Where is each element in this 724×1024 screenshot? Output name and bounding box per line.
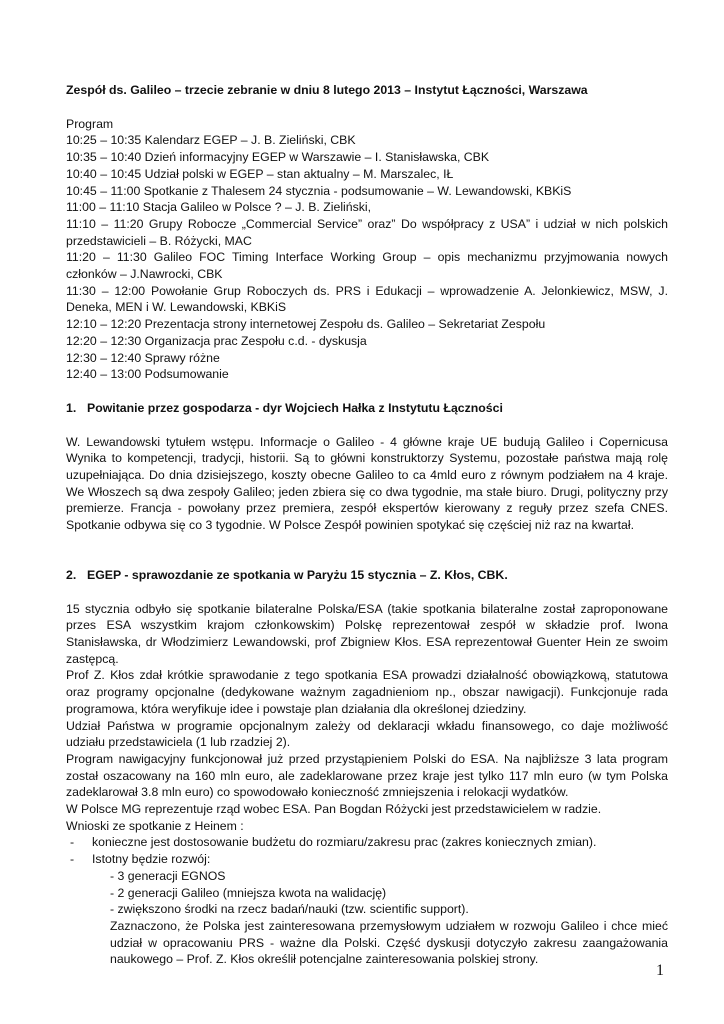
- program-item: 11:30 – 12:00 Powołanie Grup Roboczych ds. PRS i Edukacji – wprowadzenie A. Jelonkiewicz, MSW, J. Deneka, MEN i W. Lewandowski, KBKiS: [66, 283, 668, 315]
- program-item: 12:30 – 12:40 Sprawy różne: [66, 350, 220, 365]
- paragraph: 15 stycznia odbyło się spotkanie bilateralne Polska/ESA (takie spotkania bilateralne został zaproponowane przes ESA wszystkim krajom członkowskim) Polskę reprezentował zespół w składzie prof. Iwona Stanisławska, dr Włodzimierz Lewandowski, prof Zbigniew Kłos. ESA reprezentował Guenter Hein ze swoim zastępcą.: [66, 601, 668, 666]
- program-item: 11:10 – 11:20 Grupy Robocze „Commercial Service” oraz” Do współpracy z USA” i udział w nich polskich przedstawicieli – B. Różycki, MAC: [66, 216, 668, 248]
- bullet-item: [66, 834, 668, 851]
- bullet-dash: -: [70, 835, 75, 850]
- section-heading-text: EGEP - sprawozdanie ze spotkania w Paryżu 15 stycznia – Z. Kłos, CBK.: [87, 567, 508, 582]
- section-2: [66, 567, 668, 968]
- program-item: 12:20 – 12:30 Organizacja prac Zespołu c.d. - dyskusja: [66, 333, 367, 348]
- bullet-item: [66, 851, 668, 868]
- section-heading-text: Powitanie przez gospodarza - dyr Wojciech Hałka z Instytutu Łączności: [87, 400, 503, 415]
- paragraph: Program nawigacyjny funkcjonował już przed przystąpieniem Polski do ESA. Na najbliższe 3 lata program został oszacowany na 160 mln euro, ale zadeklarowane przez kraje jest tylko 117 mln euro (w tym Polska zadeklarował 3.8 mln euro) co spowodowało konieczność zmniejszenia i relokacji wydatków.: [66, 751, 668, 800]
- sub-item: - 2 generacji Galileo (mniejsza kwota na walidację): [110, 885, 387, 900]
- bullet-text: Istotny będzie rozwój:: [92, 852, 211, 867]
- program-item: 10:45 – 11:00 Spotkanie z Thalesem 24 stycznia - podsumowanie – W. Lewandowski, KBKiS: [66, 183, 572, 198]
- program-item: 11:00 – 11:10 Stacja Galileo w Polsce ? – J. B. Zieliński,: [66, 200, 372, 215]
- section-number: 2.: [66, 567, 77, 582]
- program-item: 10:25 – 10:35 Kalendarz EGEP – J. B. Zieliński, CBK: [66, 133, 356, 148]
- section-2-heading: [66, 567, 668, 584]
- page-number: 1: [656, 962, 664, 979]
- document-page: [66, 82, 668, 968]
- paragraph: Prof Z. Kłos zdał krótkie sprawodanie z tego spotkania ESA prowadzi działalność obowiązkową, statutowa oraz programy opcjonalne (dedykowane ważnym zagadnieniom np., obszar nawigacji). Funkcjonuje rada programowa, która weryfikuje idee i powstaje plan działania dla określonej dziedziny.: [66, 668, 668, 716]
- section-number: 1.: [66, 400, 77, 415]
- closing-paragraph: Zaznaczono, że Polska jest zainteresowana przemysłowym udziałem w rozwoju Galileo i chce mieć udział w opracowaniu PRS - ważne dla Polski. Część dyskusji dotyczyło zakresu zaangażowania naukowego – Prof. Z. Kłos określił potencjalne zainteresowania polskiej strony.: [110, 918, 668, 967]
- program-section: [66, 116, 668, 383]
- sub-item: - zwiększono środki na rzecz badań/nauki (tzw. scientific support).: [110, 902, 469, 917]
- program-item: 10:40 – 10:45 Udział polski w EGEP – stan aktualny – M. Marszalec, IŁ: [66, 166, 454, 181]
- section-1-heading: [66, 400, 668, 417]
- bullet-text: konieczne jest dostosowanie budżetu do rozmiaru/zakresu prac (zakres koniecznych zmian).: [92, 835, 597, 850]
- section-1-paragraph: W. Lewandowski tytułem wstępu. Informacje o Galileo - 4 główne kraje UE budują Galileo i Copernicusa Wynika to kompetencji, tradycji, historii. Są to główni konstruktorzy Systemu, pozostałe państwa mają rolę uzupełniająca. Do dnia dzisiejszego, koszty obecne Galileo to ca 4mld euro z równym podziałem na 4 kraje. We Włoszech są dwa zespoły Galileo; jeden zbiera się co dwa tygodnie, ma stałe biuro. Drugi, polityczny przy premierze. Francja - powołany przez premiera, zespół ekspertów kierowany z reguły przez szefa CNES. Spotkanie odbywa się co 3 tygodnie. W Polsce Zespół powinien spotykać się częściej niż raz na kwartał.: [66, 434, 668, 533]
- program-item: 11:20 – 11:30 Galileo FOC Timing Interface Working Group – opis mechanizmu przyjmowania nowych członków – J.Nawrocki, CBK: [66, 250, 668, 282]
- paragraph: Udział Państwa w programie opcjonalnym zależy od deklaracji wkładu finansowego, co daje możliwość udziału przedstawiciela (1 lub rzadziej 2).: [66, 718, 668, 750]
- paragraph: Wnioski ze spotkanie z Heinem :: [66, 818, 244, 833]
- program-label: Program: [66, 116, 114, 131]
- bullet-dash: -: [70, 852, 75, 867]
- sub-item: - 3 generacji EGNOS: [110, 868, 226, 883]
- program-item: 12:10 – 12:20 Prezentacja strony internetowej Zespołu ds. Galileo – Sekretariat Zespołu: [66, 317, 546, 332]
- program-item: 12:40 – 13:00 Podsumowanie: [66, 367, 229, 382]
- document-title: Zespół ds. Galileo – trzecie zebranie w dniu 8 lutego 2013 – Instytut Łączności, Warszawa: [66, 83, 588, 97]
- paragraph: W Polsce MG reprezentuje rząd wobec ESA. Pan Bogdan Różycki jest przedstawicielem w radzie.: [66, 802, 602, 817]
- program-item: 10:35 – 10:40 Dzień informacyjny EGEP w Warszawie – I. Stanisławska, CBK: [66, 150, 490, 165]
- section-1: [66, 400, 668, 534]
